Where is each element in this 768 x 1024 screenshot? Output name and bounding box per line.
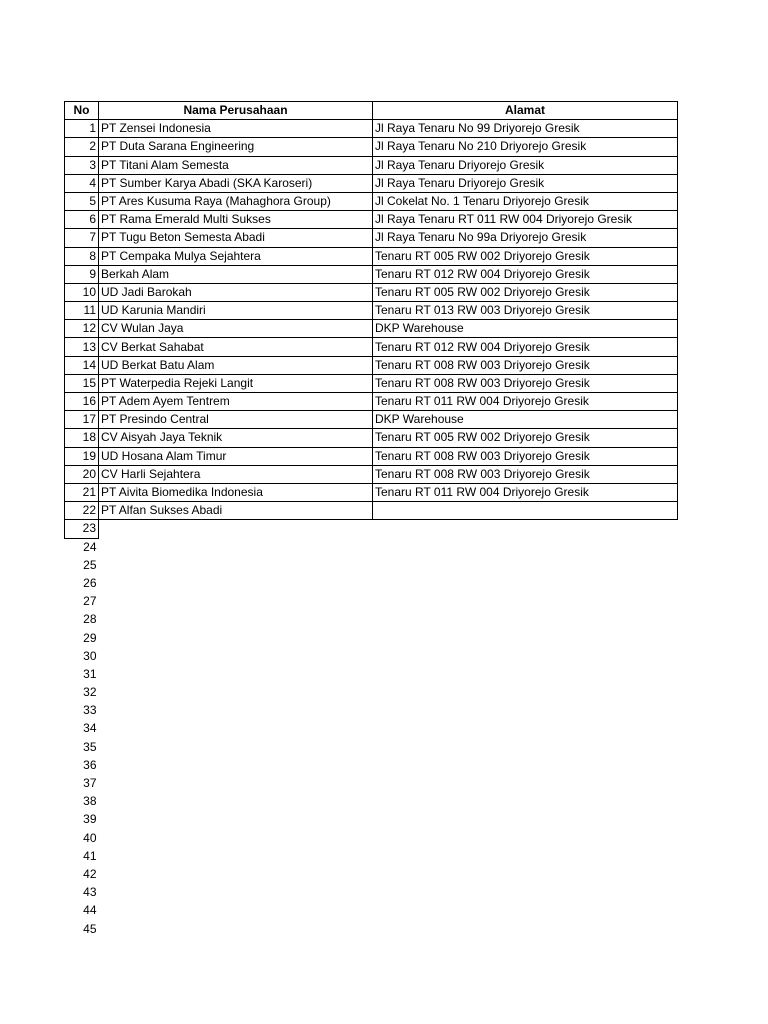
row-number: 3 <box>65 156 99 174</box>
address-cell: Jl Raya Tenaru RT 011 RW 004 Driyorejo Gresik <box>373 211 678 229</box>
table-row <box>65 429 678 447</box>
company-name-cell: CV Harli Sejahtera <box>99 465 373 483</box>
empty-table-row <box>65 884 678 902</box>
table-row <box>65 465 678 483</box>
empty-cell <box>373 665 678 683</box>
empty-table-row <box>65 829 678 847</box>
empty-table-row <box>65 811 678 829</box>
empty-table-row <box>65 847 678 865</box>
empty-cell <box>99 811 373 829</box>
row-number: 2 <box>65 138 99 156</box>
empty-table-row <box>65 902 678 920</box>
company-name-cell: PT Ares Kusuma Raya (Mahaghora Group) <box>99 192 373 210</box>
table-row <box>65 302 678 320</box>
company-name-cell: PT Rama Emerald Multi Sukses <box>99 211 373 229</box>
row-number: 42 <box>83 866 97 881</box>
empty-cell <box>99 774 373 792</box>
address-cell: Tenaru RT 011 RW 004 Driyorejo Gresik <box>373 393 678 411</box>
empty-cell <box>99 556 373 574</box>
row-number: 43 <box>83 885 97 900</box>
row-number: 15 <box>65 374 99 392</box>
company-name-cell: CV Wulan Jaya <box>99 320 373 338</box>
company-name-cell: PT Adem Ayem Tentrem <box>99 393 373 411</box>
row-number: 7 <box>65 229 99 247</box>
header-row <box>65 102 678 120</box>
company-name-cell: UD Jadi Barokah <box>99 283 373 301</box>
company-name-cell: PT Aivita Biomedika Indonesia <box>99 483 373 501</box>
table-row <box>65 174 678 192</box>
table-row <box>65 211 678 229</box>
empty-table-row <box>65 920 678 938</box>
row-number: 33 <box>83 703 97 718</box>
row-number: 12 <box>65 320 99 338</box>
company-name-cell: UD Karunia Mandiri <box>99 302 373 320</box>
empty-table-row <box>65 793 678 811</box>
empty-cell <box>99 793 373 811</box>
address-cell: Tenaru RT 012 RW 004 Driyorejo Gresik <box>373 338 678 356</box>
empty-cell <box>99 884 373 902</box>
row-number: 18 <box>65 429 99 447</box>
row-number: 27 <box>83 594 97 609</box>
table-body <box>65 120 678 938</box>
empty-cell <box>99 902 373 920</box>
empty-cell <box>373 574 678 592</box>
empty-cell <box>99 720 373 738</box>
company-name-cell: PT Cempaka Mulya Sejahtera <box>99 247 373 265</box>
table-row <box>65 374 678 392</box>
address-cell: Jl Raya Tenaru Driyorejo Gresik <box>373 174 678 192</box>
row-number: 37 <box>83 776 97 791</box>
empty-table-row <box>65 647 678 665</box>
row-number: 34 <box>83 721 97 736</box>
row-number: 4 <box>65 174 99 192</box>
empty-cell <box>99 574 373 592</box>
table-row <box>65 120 678 138</box>
row-number: 9 <box>65 265 99 283</box>
row-number: 45 <box>83 921 97 936</box>
table-row <box>65 156 678 174</box>
row-number: 11 <box>65 302 99 320</box>
table-row <box>65 356 678 374</box>
row-number: 8 <box>65 247 99 265</box>
table-row <box>65 265 678 283</box>
empty-table-row <box>65 665 678 683</box>
company-name-cell: PT Sumber Karya Abadi (SKA Karoseri) <box>99 174 373 192</box>
address-cell: Tenaru RT 012 RW 004 Driyorejo Gresik <box>373 265 678 283</box>
company-name-cell: PT Duta Sarana Engineering <box>99 138 373 156</box>
row-number: 26 <box>83 575 97 590</box>
empty-cell <box>99 702 373 720</box>
address-cell: Tenaru RT 005 RW 002 Driyorejo Gresik <box>373 247 678 265</box>
address-cell <box>373 502 678 520</box>
company-name-cell: PT Zensei Indonesia <box>99 120 373 138</box>
row-number: 31 <box>83 666 97 681</box>
header-no: No <box>65 102 99 120</box>
table-row <box>65 138 678 156</box>
table-row <box>65 229 678 247</box>
row-number: 38 <box>83 794 97 809</box>
row-number: 10 <box>65 283 99 301</box>
table-row <box>65 283 678 301</box>
table-row <box>65 338 678 356</box>
empty-table-row <box>65 865 678 883</box>
company-name-cell: UD Hosana Alam Timur <box>99 447 373 465</box>
empty-cell <box>373 611 678 629</box>
row-number: 25 <box>83 557 97 572</box>
empty-cell <box>373 902 678 920</box>
company-name-cell: PT Presindo Central <box>99 411 373 429</box>
address-cell: Tenaru RT 005 RW 002 Driyorejo Gresik <box>373 429 678 447</box>
empty-table-row <box>65 520 678 538</box>
empty-cell <box>99 756 373 774</box>
row-number: 36 <box>83 757 97 772</box>
row-number: 41 <box>83 848 97 863</box>
row-number: 32 <box>83 685 97 700</box>
row-number: 17 <box>65 411 99 429</box>
empty-cell <box>373 556 678 574</box>
header-company-name: Nama Perusahaan <box>99 102 373 120</box>
empty-cell <box>99 829 373 847</box>
company-name-cell: PT Alfan Sukses Abadi <box>99 502 373 520</box>
table-row <box>65 320 678 338</box>
empty-cell <box>99 611 373 629</box>
empty-cell <box>99 538 373 556</box>
empty-cell <box>373 811 678 829</box>
table-row <box>65 411 678 429</box>
empty-cell <box>373 593 678 611</box>
row-number: 29 <box>83 630 97 645</box>
address-cell: Jl Raya Tenaru Driyorejo Gresik <box>373 156 678 174</box>
row-number: 35 <box>83 739 97 754</box>
empty-table-row <box>65 538 678 556</box>
empty-cell <box>99 847 373 865</box>
empty-cell <box>373 793 678 811</box>
table-row <box>65 393 678 411</box>
empty-table-row <box>65 774 678 792</box>
row-number: 30 <box>83 648 97 663</box>
empty-cell <box>99 647 373 665</box>
row-number: 5 <box>65 192 99 210</box>
address-cell: Tenaru RT 008 RW 003 Driyorejo Gresik <box>373 465 678 483</box>
table-row <box>65 192 678 210</box>
row-number: 24 <box>83 539 97 554</box>
empty-cell <box>99 520 373 538</box>
empty-cell <box>373 647 678 665</box>
empty-table-row <box>65 756 678 774</box>
empty-table-row <box>65 593 678 611</box>
empty-cell <box>99 920 373 938</box>
empty-cell <box>99 593 373 611</box>
address-cell: Tenaru RT 008 RW 003 Driyorejo Gresik <box>373 447 678 465</box>
address-cell: DKP Warehouse <box>373 320 678 338</box>
row-number: 23 <box>65 520 99 538</box>
empty-cell <box>373 756 678 774</box>
empty-table-row <box>65 738 678 756</box>
empty-cell <box>373 829 678 847</box>
empty-cell <box>99 629 373 647</box>
address-cell: Jl Raya Tenaru No 210 Driyorejo Gresik <box>373 138 678 156</box>
row-number: 20 <box>65 465 99 483</box>
address-cell: Tenaru RT 013 RW 003 Driyorejo Gresik <box>373 302 678 320</box>
address-cell: Jl Raya Tenaru No 99 Driyorejo Gresik <box>373 120 678 138</box>
address-cell: Jl Raya Tenaru No 99a Driyorejo Gresik <box>373 229 678 247</box>
company-name-cell: CV Berkat Sahabat <box>99 338 373 356</box>
empty-cell <box>373 884 678 902</box>
empty-cell <box>373 702 678 720</box>
empty-cell <box>373 774 678 792</box>
row-number: 40 <box>83 830 97 845</box>
address-cell: Tenaru RT 008 RW 003 Driyorejo Gresik <box>373 374 678 392</box>
company-name-cell: PT Waterpedia Rejeki Langit <box>99 374 373 392</box>
table-row <box>65 447 678 465</box>
empty-cell <box>373 629 678 647</box>
row-number: 14 <box>65 356 99 374</box>
row-number: 44 <box>83 903 97 918</box>
empty-cell <box>373 520 678 538</box>
empty-cell <box>373 920 678 938</box>
row-number: 13 <box>65 338 99 356</box>
row-number: 1 <box>65 120 99 138</box>
empty-table-row <box>65 574 678 592</box>
empty-cell <box>373 538 678 556</box>
address-cell: DKP Warehouse <box>373 411 678 429</box>
table-row <box>65 483 678 501</box>
address-cell: Tenaru RT 008 RW 003 Driyorejo Gresik <box>373 356 678 374</box>
empty-table-row <box>65 684 678 702</box>
company-table <box>64 101 678 938</box>
company-name-cell: PT Tugu Beton Semesta Abadi <box>99 229 373 247</box>
empty-cell <box>99 738 373 756</box>
company-name-cell: UD Berkat Batu Alam <box>99 356 373 374</box>
company-name-cell: PT Titani Alam Semesta <box>99 156 373 174</box>
address-cell: Tenaru RT 011 RW 004 Driyorejo Gresik <box>373 483 678 501</box>
empty-table-row <box>65 611 678 629</box>
row-number: 16 <box>65 393 99 411</box>
row-number: 22 <box>65 502 99 520</box>
empty-cell <box>373 865 678 883</box>
empty-table-row <box>65 702 678 720</box>
empty-cell <box>99 865 373 883</box>
row-number: 39 <box>83 812 97 827</box>
row-number: 6 <box>65 211 99 229</box>
row-number: 21 <box>65 483 99 501</box>
empty-cell <box>373 847 678 865</box>
company-name-cell: Berkah Alam <box>99 265 373 283</box>
empty-cell <box>373 720 678 738</box>
row-number: 19 <box>65 447 99 465</box>
table-row <box>65 247 678 265</box>
empty-cell <box>373 684 678 702</box>
empty-table-row <box>65 629 678 647</box>
empty-table-row <box>65 556 678 574</box>
header-address: Alamat <box>373 102 678 120</box>
company-name-cell: CV Aisyah Jaya Teknik <box>99 429 373 447</box>
empty-cell <box>373 738 678 756</box>
table-row <box>65 502 678 520</box>
address-cell: Tenaru RT 005 RW 002 Driyorejo Gresik <box>373 283 678 301</box>
address-cell: Jl Cokelat No. 1 Tenaru Driyorejo Gresik <box>373 192 678 210</box>
empty-cell <box>99 684 373 702</box>
row-number: 28 <box>83 612 97 627</box>
empty-cell <box>99 665 373 683</box>
empty-table-row <box>65 720 678 738</box>
